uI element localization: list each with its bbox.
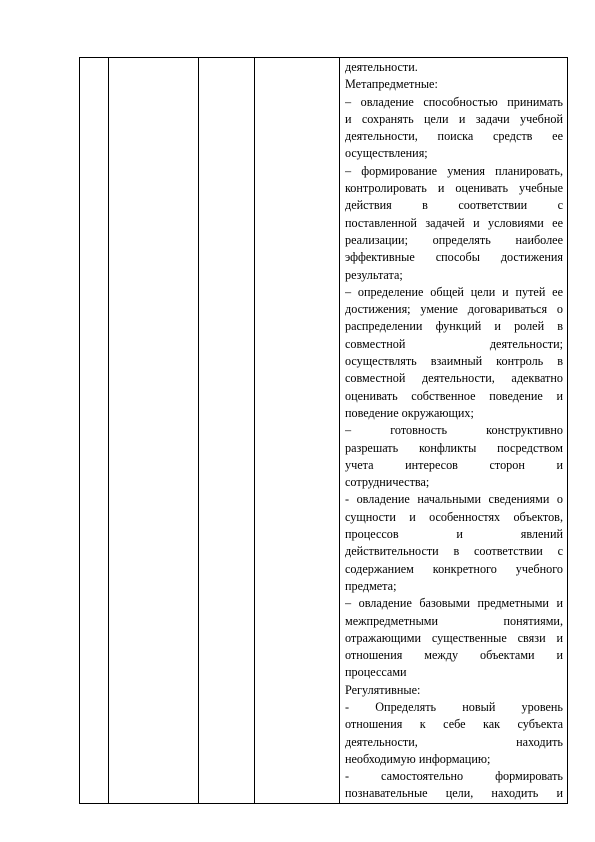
text-line: предмета; [345, 578, 397, 593]
text-line: совместной деятельности; [345, 336, 563, 351]
lesson-table [79, 57, 568, 804]
text-line: сущности и особенностях объектов, [345, 509, 563, 524]
text-line: реализации; определять наиболее [345, 232, 563, 247]
text-line: – овладение способностью принимать [345, 94, 563, 109]
text-line: действия в соответствии с [345, 198, 563, 213]
text-line: Регулятивные: [345, 682, 421, 697]
text-line: деятельности, поиска средств ее [345, 129, 563, 144]
text-line: результата; [345, 267, 403, 282]
text-line: – овладение базовыми предметными и [345, 596, 563, 611]
text-line: процессами [345, 665, 407, 680]
text-line: разрешать конфликты посредством [345, 440, 563, 455]
text-line: отношения между объектами и [345, 648, 563, 663]
text-line: действительности в соответствии с [345, 544, 563, 559]
text-line: Метапредметные: [345, 77, 438, 92]
text-line: оценивать собственное поведение и [345, 388, 563, 403]
text-line: межпредметными понятиями, [345, 613, 563, 628]
text-line: эффективные способы достижения [345, 250, 563, 265]
table-cell-col1 [80, 58, 109, 804]
text-line: деятельности. [345, 60, 418, 74]
text-line: - Определять новый уровень [345, 699, 563, 714]
text-line: - овладение начальными сведениями о [345, 492, 563, 507]
text-line: учета интересов сторон и [345, 457, 563, 472]
learning-outcomes-text [345, 59, 563, 803]
text-line: – определение общей цели и путей ее [345, 284, 563, 299]
text-line: деятельности, находить [345, 734, 563, 749]
text-line: – формирование умения планировать, [345, 163, 563, 178]
text-line: и сохранять цели и задачи учебной [345, 111, 563, 126]
text-line: необходимую информацию; [345, 751, 491, 766]
text-line: - самостоятельно формировать [345, 769, 563, 784]
table-cell-col2 [109, 58, 199, 804]
text-line: познавательные цели, находить и [345, 786, 563, 801]
text-line: отношения к себе как субъекта [345, 717, 563, 732]
text-line: поставленной задачей и условиями ее [345, 215, 563, 230]
text-line: отражающими существенные связи и [345, 630, 563, 645]
table-cell-col3 [199, 58, 255, 804]
text-line: контролировать и оценивать учебные [345, 181, 563, 196]
text-line: содержанием конкретного учебного [345, 561, 563, 576]
text-line: совместной деятельности, адекватно [345, 371, 563, 386]
learning-outcomes-cell [340, 58, 568, 804]
table-cell-col4 [255, 58, 340, 804]
text-line: процессов и явлений [345, 527, 563, 542]
text-line: распределении функций и ролей в [345, 319, 563, 334]
text-line: осуществлять взаимный контроль в [345, 354, 563, 369]
text-line: осуществления; [345, 146, 428, 161]
text-line: сотрудничества; [345, 475, 430, 490]
text-line: – готовность конструктивно [345, 423, 563, 438]
table-row [80, 58, 568, 804]
text-line: поведение окружающих; [345, 405, 474, 420]
text-line: достижения; умение договариваться о [345, 302, 563, 317]
